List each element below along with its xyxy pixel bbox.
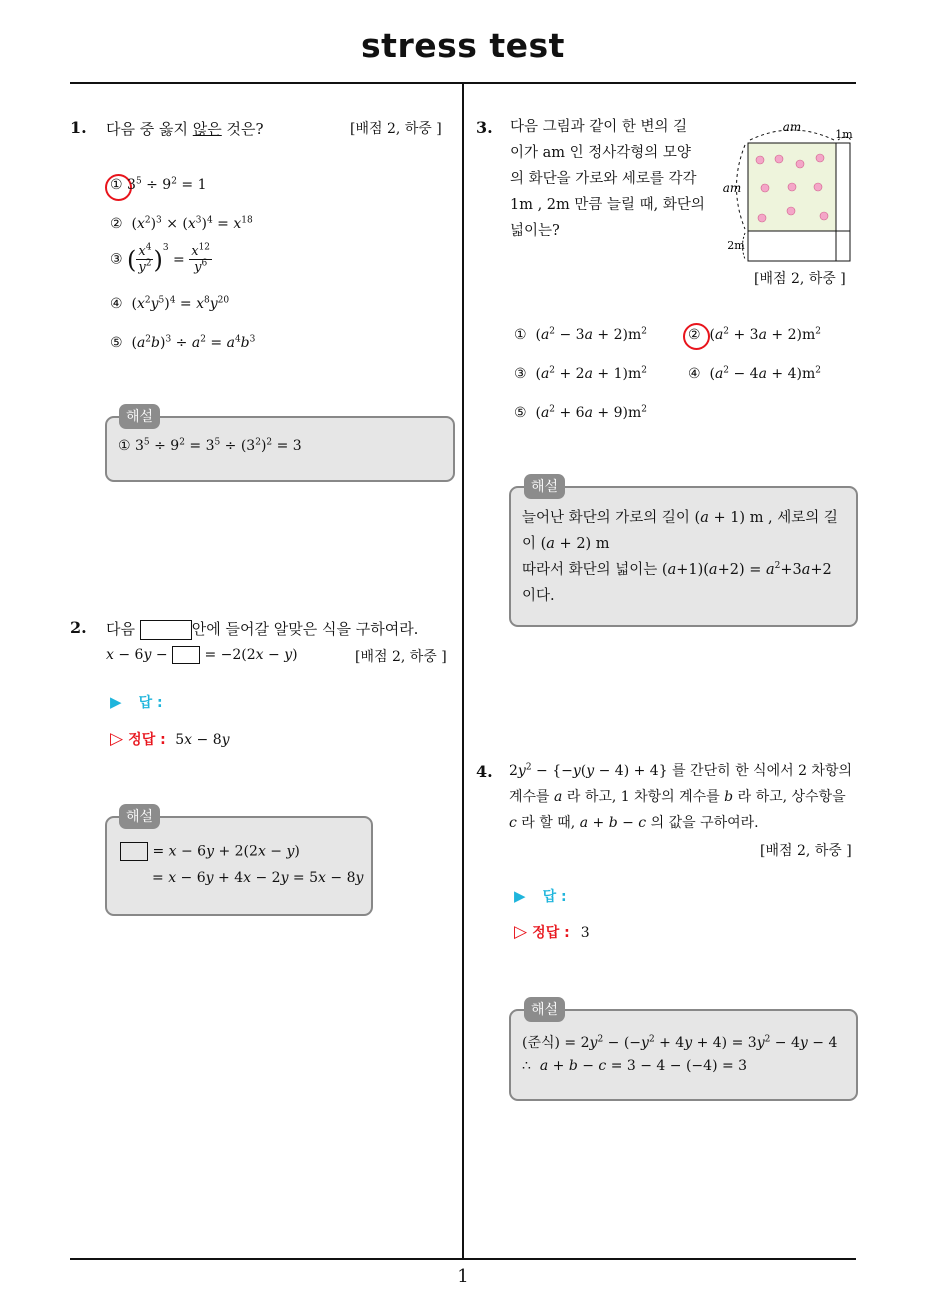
q4-explanation-line-2: ∴ a + b − c = 3 − 4 − (−4) = 3 xyxy=(522,1058,748,1074)
play-icon: ▶ xyxy=(514,887,526,905)
q4-explanation-line-1: (준식) = $2y^2 - (-y^2 + 4y + 4) = 3y^2 - 4y - 4$ xyxy=(522,1034,838,1051)
q3-option-1[interactable] xyxy=(514,327,647,343)
q3-option-4-formula: $(a^2 - 4a + 4)m^2$ xyxy=(705,365,821,382)
q3-explanation-line-4: 이다. xyxy=(522,588,555,604)
q2-explanation-line-1: = x − 6y + 2(2x − y) xyxy=(120,842,300,861)
q3-garden-figure xyxy=(718,118,858,266)
q1-option-2-marker: ② xyxy=(110,216,123,232)
q2-explanation-blank xyxy=(120,842,148,861)
q2-answer-label: 답 : xyxy=(138,695,163,711)
q2-correct-row xyxy=(110,729,230,749)
q4-explanation-label: 해설 xyxy=(524,997,565,1022)
q4-number: 4. xyxy=(476,762,493,781)
q3-option-3[interactable] xyxy=(514,366,647,382)
q2-equation: x − 6y − = −2(2x − y) xyxy=(106,647,298,663)
q3-stem-line-3: 의 화단을 가로와 세로를 각각 xyxy=(510,171,697,187)
q3-stem-line-1: 다음 그림과 같이 한 변의 길 xyxy=(510,119,688,135)
q2-answer-row[interactable] xyxy=(110,692,163,712)
q1-option-4-formula: $(x^2y^5)^4 = x^8y^{20}$ xyxy=(127,295,230,312)
q3-option-5-formula: $(a^2 + 6a + 9)m^2$ xyxy=(531,404,647,421)
q1-option-5-formula: $(a^2b)^3 \div a^2 = a^4b^3$ xyxy=(127,334,256,351)
q1-option-5-marker: ⑤ xyxy=(110,335,123,351)
q1-meta: [배점 2, 하중 ] xyxy=(350,121,442,137)
q3-meta: [배점 2, 하중 ] xyxy=(754,271,846,287)
q1-stem-pre: 다음 중 옳지 xyxy=(106,120,193,138)
q3-number: 3. xyxy=(476,118,493,137)
q4-stem-line-3: c 라 할 때, a + b − c 의 값을 구하여라. xyxy=(509,815,759,831)
q3-label-top: am xyxy=(782,120,802,134)
q4-meta: [배점 2, 하중 ] xyxy=(760,843,852,859)
q4-explanation-box xyxy=(509,1009,858,1101)
q1-option-4-marker: ④ xyxy=(110,296,123,312)
q1-explanation-text: ① $3^5 \div 9^2 = 3^5 \div (3^2)^2 = 3$ xyxy=(118,437,302,454)
q3-option-4-marker: ④ xyxy=(688,366,701,382)
q1-option-1-formula: $3^5 \div 9^2 = 1$ xyxy=(127,176,207,193)
q1-option-2-formula: $(x^2)^3 \times (x^3)^4 = x^{18}$ xyxy=(127,215,253,232)
q3-explanation-line-1: 늘어난 화단의 가로의 길이 (a + 1) m , 세로의 길 xyxy=(522,510,838,526)
q2-explanation-box xyxy=(105,816,373,916)
column-divider xyxy=(462,83,464,1258)
q1-stem-post: 것은? xyxy=(221,120,264,138)
q1-number: 1. xyxy=(70,118,87,137)
q1-option-5[interactable] xyxy=(110,335,255,351)
q3-option-2[interactable] xyxy=(688,327,821,343)
q4-correct-label: 정답 : xyxy=(532,925,570,941)
q3-label-bottom-left: 2m xyxy=(727,239,745,252)
q2-stem xyxy=(106,618,418,640)
q3-option-3-formula: $(a^2 + 2a + 1)m^2$ xyxy=(531,365,647,382)
q1-option-2[interactable] xyxy=(110,216,253,232)
q4-correct-row xyxy=(514,922,590,942)
q2-explanation-line-2: = x − 6y + 4x − 2y = 5x − 8y xyxy=(152,870,364,886)
q4-answer-row[interactable] xyxy=(514,886,567,906)
q3-option-5[interactable] xyxy=(514,405,647,421)
q3-explanation-label: 해설 xyxy=(524,474,565,499)
q1-option-3[interactable] xyxy=(110,244,212,275)
q3-option-2-formula: $(a^2 + 3a + 2)m^2$ xyxy=(705,326,821,343)
page-number: 1 xyxy=(457,1266,469,1287)
q2-number: 2. xyxy=(70,618,87,637)
q1-option-4[interactable] xyxy=(110,296,229,312)
q3-option-5-marker: ⑤ xyxy=(514,405,527,421)
q2-stem-pre: 다음 xyxy=(106,620,140,638)
q2-explanation-label: 해설 xyxy=(119,804,160,829)
q1-option-3-formula: ( $\frac{x^4}{y^2}$ )$^3$ = $\frac{x^{12}}{y^6}$ xyxy=(127,242,211,275)
q3-stem xyxy=(510,114,705,244)
q2-blank-box xyxy=(140,620,192,640)
q3-stem-line-4: 1m , 2m 만큼 늘릴 때, 화단의 xyxy=(510,197,705,213)
q3-option-2-marker: ② xyxy=(688,327,701,343)
q3-stem-line-5: 넓이는? xyxy=(510,223,560,239)
q3-explanation-line-2: 이 (a + 2) m xyxy=(522,536,610,552)
q3-explanation-line-3: 따라서 화단의 넓이는 $(a+1)(a+2) = a^2+3a+2$ xyxy=(522,561,832,578)
q3-option-1-marker: ① xyxy=(514,327,527,343)
triangle-outline-icon: ▷ xyxy=(110,729,124,749)
q2-equation-blank xyxy=(172,646,200,664)
q3-explanation-text xyxy=(522,505,838,609)
q1-option-1-marker: ① xyxy=(110,177,123,193)
q4-stem xyxy=(509,758,852,836)
q1-option-3-marker: ③ xyxy=(110,251,123,268)
q1-option-1[interactable] xyxy=(110,177,207,193)
play-icon: ▶ xyxy=(110,693,122,711)
q3-option-3-marker: ③ xyxy=(514,366,527,382)
q4-correct-value: 3 xyxy=(580,925,590,941)
q3-option-1-formula: $(a^2 - 3a + 2)m^2$ xyxy=(531,326,647,343)
q1-stem xyxy=(106,118,264,139)
q3-stem-line-2: 이가 am 인 정사각형의 모양 xyxy=(510,145,691,161)
q2-meta: [배점 2, 하중 ] xyxy=(355,649,447,665)
q2-correct-value: 5x − 8y xyxy=(170,732,230,748)
q3-option-4[interactable] xyxy=(688,366,821,382)
q3-label-left: am xyxy=(722,181,742,195)
page-title: stress test xyxy=(361,26,565,65)
triangle-outline-icon: ▷ xyxy=(514,922,528,942)
q2-stem-post: 안에 들어갈 알맞은 식을 구하여라. xyxy=(191,620,419,638)
q4-stem-line-1: $2y^2 - \{-y(y - 4) + 4\}$ 를 간단히 한 식에서 2 차항의 xyxy=(509,762,852,779)
q2-correct-label: 정답 : xyxy=(128,732,166,748)
q1-stem-underline: 않은 xyxy=(192,120,222,138)
q1-explanation-label: 해설 xyxy=(119,404,160,429)
footer-divider xyxy=(70,1258,856,1260)
q3-label-right-top: 1m xyxy=(835,128,853,141)
q4-answer-label: 답 : xyxy=(542,889,567,905)
q4-stem-line-2: 계수를 a 라 하고, 1 차항의 계수를 b 라 하고, 상수항을 xyxy=(509,789,846,805)
